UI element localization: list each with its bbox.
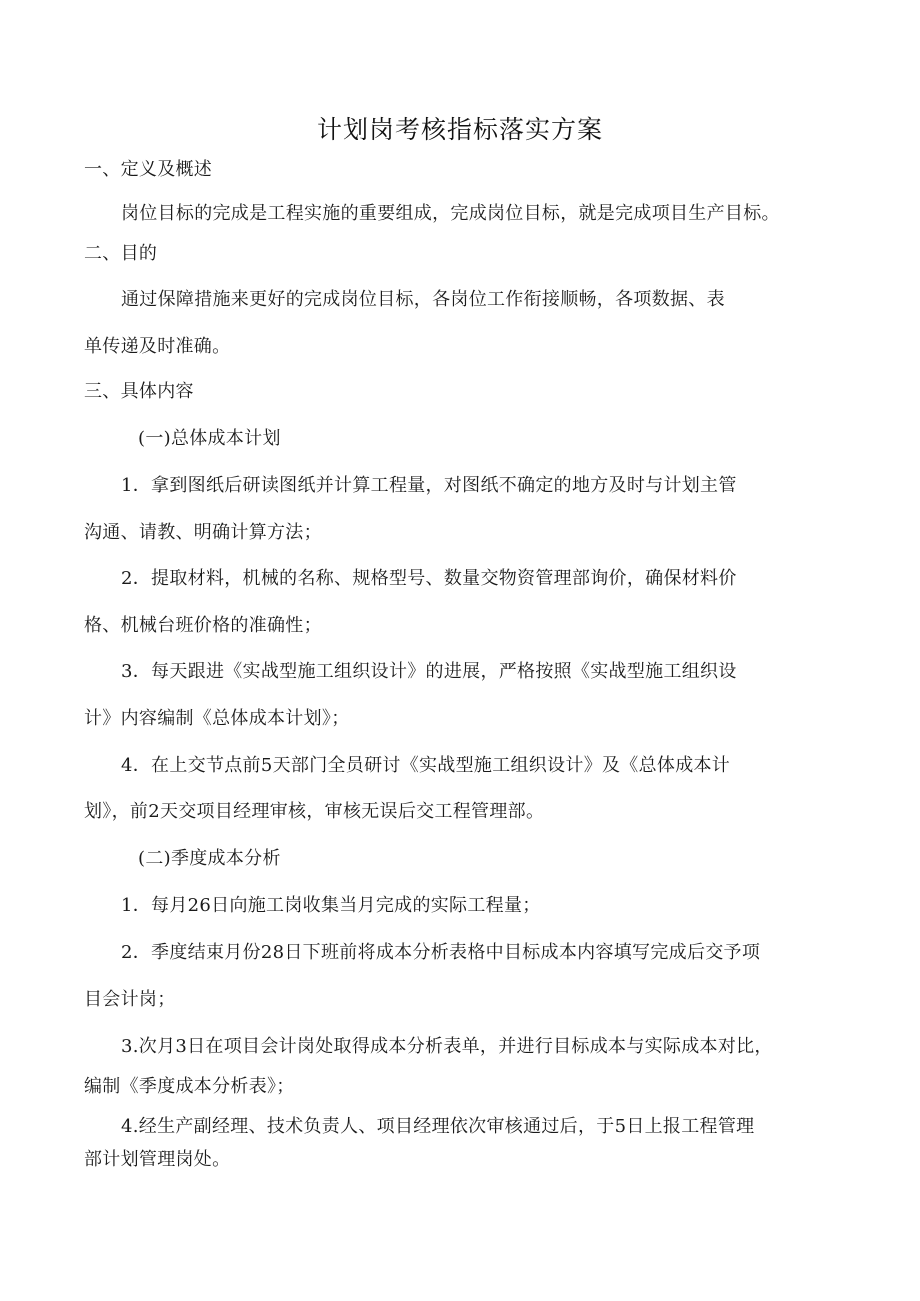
paragraph-line: 1．每月26日向施工岗收集当月完成的实际工程量； — [121, 895, 541, 916]
heading-content: 三、具体内容 — [84, 381, 194, 402]
paragraph-line: 2．季度结束月份28日下班前将成本分析表格中目标成本内容填写完成后交予项 — [121, 942, 761, 963]
paragraph-line: 计》内容编制《总体成本计划》； — [84, 708, 350, 729]
paragraph-line: 1．拿到图纸后研读图纸并计算工程量，对图纸不确定的地方及时与计划主管 — [121, 475, 737, 496]
paragraph-line: 岗位目标的完成是工程实施的重要组成，完成岗位目标，就是完成项目生产目标。 — [121, 203, 780, 224]
paragraph-line: 沟通、请教、明确计算方法； — [84, 522, 322, 543]
paragraph-line: 目会计岗； — [84, 989, 176, 1010]
heading-purpose: 二、目的 — [84, 243, 158, 264]
paragraph-line: 3.次月3日在项目会计岗处取得成本分析表单，并进行目标成本与实际成本对比， — [121, 1036, 773, 1057]
paragraph-line: 单传递及时准确。 — [84, 336, 231, 357]
paragraph-line: 编制《季度成本分析表》； — [84, 1076, 295, 1097]
heading-definition: 一、定义及概述 — [84, 159, 213, 180]
paragraph-line: 3．每天跟进《实战型施工组织设计》的进展，严格按照《实战型施工组织设 — [121, 661, 737, 682]
subheading-quarterly-cost-analysis: (二)季度成本分析 — [138, 848, 281, 869]
paragraph-line: 4．在上交节点前5天部门全员研讨《实战型施工组织设计》及《总体成本计 — [121, 755, 731, 776]
paragraph-line: 部计划管理岗处。 — [84, 1149, 231, 1170]
paragraph-line: 划》，前2天交项目经理审核，审核无误后交工程管理部。 — [84, 801, 545, 822]
paragraph-line: 2．提取材料，机械的名称、规格型号、数量交物资管理部询价，确保材料价 — [121, 568, 737, 589]
paragraph-line: 格、机械台班价格的准确性； — [84, 615, 322, 636]
document-title: 计划岗考核指标落实方案 — [316, 115, 603, 144]
paragraph-line: 4.经生产副经理、技术负责人、项目经理依次审核通过后，于5日上报工程管理 — [121, 1116, 755, 1137]
subheading-total-cost-plan: (一)总体成本计划 — [138, 428, 281, 449]
paragraph-line: 通过保障措施来更好的完成岗位目标，各岗位工作衔接顺畅，各项数据、表 — [121, 289, 725, 310]
